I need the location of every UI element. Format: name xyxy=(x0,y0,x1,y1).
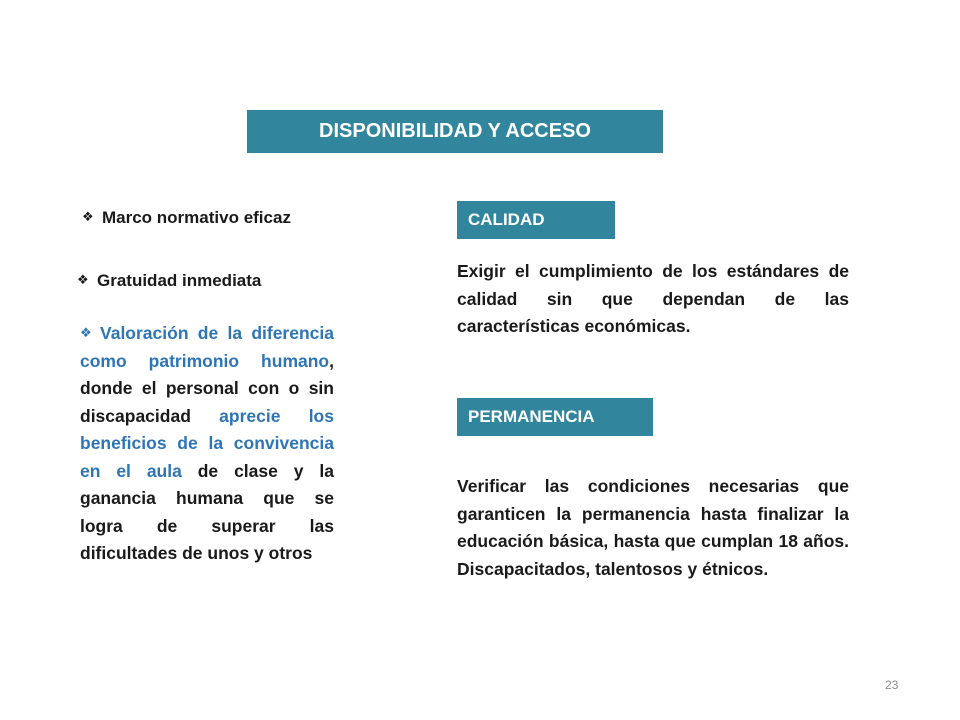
diamond-bullet-icon: ❖ xyxy=(80,325,92,340)
page-number: 23 xyxy=(885,678,899,692)
highlight-text: aprecie los beneficios de la convivencia en el aula xyxy=(80,405,334,481)
calidad-paragraph: Exigir el cumplimiento de los estándares de calidad sin que dependan de las características económicas. xyxy=(457,261,849,336)
diamond-bullet-icon: ❖ xyxy=(77,272,89,287)
valoracion-paragraph xyxy=(80,319,334,568)
calidad-heading: CALIDAD xyxy=(457,201,615,239)
permanencia-paragraph: Verificar las condiciones necesarias que garanticen la permanencia hasta finalizar la educación básica, hasta que cumplan 18 años. Discapacitados, talentosos y étnicos. xyxy=(457,476,849,579)
body-text: , donde el personal con o sin discapacidad xyxy=(80,350,334,426)
bullet-text: Marco normativo eficaz xyxy=(102,208,291,227)
body-text: de clase y la ganancia humana que se logra de superar las dificultades de unos y otros xyxy=(80,460,334,563)
page-title: DISPONIBILIDAD Y ACCESO xyxy=(247,110,663,153)
permanencia-heading: PERMANENCIA xyxy=(457,398,653,436)
bullet-text: Gratuidad inmediata xyxy=(97,271,262,290)
bullet-marco-normativo xyxy=(82,208,291,228)
bullet-gratuidad xyxy=(77,271,261,291)
highlight-text: Valoración de la diferencia como patrimonio humano xyxy=(80,323,334,371)
diamond-bullet-icon: ❖ xyxy=(82,209,94,224)
